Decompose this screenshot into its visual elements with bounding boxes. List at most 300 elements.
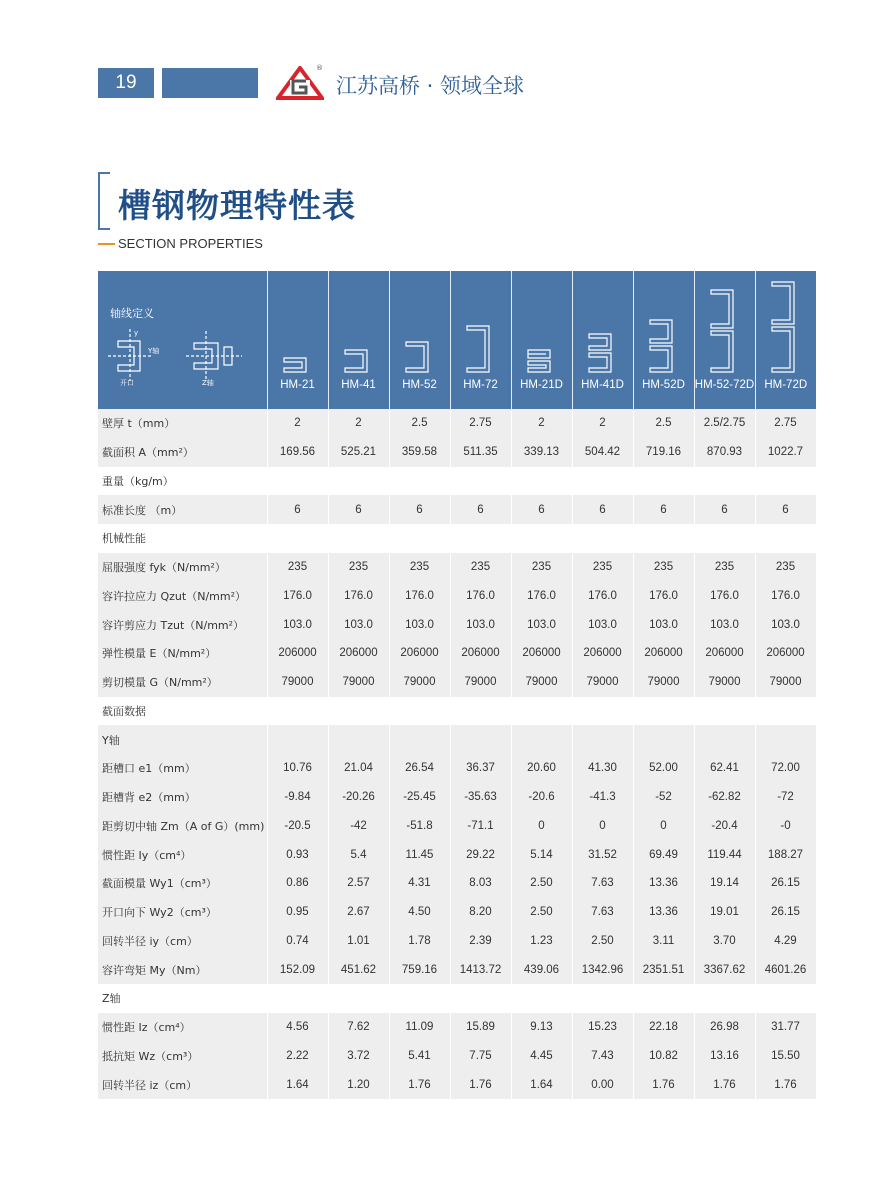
table-cell: 152.09: [267, 955, 328, 984]
row-label: 距槽背 e2（mm）: [98, 783, 267, 812]
table-cell: -25.45: [389, 783, 450, 812]
table-cell: 69.49: [633, 840, 694, 869]
table-cell: 2.57: [328, 869, 389, 898]
table-row: [98, 495, 816, 524]
table-cell: [572, 467, 633, 496]
row-label: Y轴: [98, 725, 267, 754]
channel-profile-icon: [278, 355, 318, 375]
table-cell: [389, 467, 450, 496]
table-cell: 19.14: [694, 869, 755, 898]
table-row: [98, 697, 816, 726]
table-cell: 13.36: [633, 869, 694, 898]
table-cell: [328, 984, 389, 1013]
table-cell: 206000: [694, 639, 755, 668]
table-row: [98, 524, 816, 553]
table-cell: [572, 524, 633, 553]
table-cell: 206000: [389, 639, 450, 668]
table-cell: 6: [694, 495, 755, 524]
table-cell: 3.70: [694, 927, 755, 956]
table-cell: 1.20: [328, 1070, 389, 1099]
table-row: [98, 668, 816, 697]
table-row: [98, 754, 816, 783]
page-subtitle: SECTION PROPERTIES: [118, 236, 263, 251]
table-cell: 79000: [755, 668, 816, 697]
row-label: 容许拉应力 Qzut（N/mm²）: [98, 582, 267, 611]
table-cell: 188.27: [755, 840, 816, 869]
model-header-8: [755, 271, 816, 409]
table-cell: 7.75: [450, 1042, 511, 1071]
table-cell: 13.36: [633, 898, 694, 927]
table-cell: 29.22: [450, 840, 511, 869]
table-cell: [328, 725, 389, 754]
row-label: 距剪切中轴 Zm（A of G）(mm): [98, 812, 267, 841]
table-row: [98, 438, 816, 467]
table-cell: 1.64: [511, 1070, 572, 1099]
table-cell: 1.76: [755, 1070, 816, 1099]
table-cell: [389, 984, 450, 1013]
table-cell: 79000: [633, 668, 694, 697]
table-cell: 31.77: [755, 1013, 816, 1042]
table-cell: 10.76: [267, 754, 328, 783]
table-cell: 339.13: [511, 438, 572, 467]
model-header-6: [633, 271, 694, 409]
table-cell: 7.43: [572, 1042, 633, 1071]
table-cell: 2351.51: [633, 955, 694, 984]
table-cell: 1.76: [450, 1070, 511, 1099]
table-cell: 2.39: [450, 927, 511, 956]
model-name: HM-72: [463, 379, 498, 391]
table-cell: 504.42: [572, 438, 633, 467]
table-cell: 103.0: [572, 610, 633, 639]
table-cell: [694, 697, 755, 726]
table-cell: -20.5: [267, 812, 328, 841]
row-label: 容许弯矩 My（Nm）: [98, 955, 267, 984]
table-cell: [572, 984, 633, 1013]
table-cell: [328, 697, 389, 726]
table-cell: 79000: [389, 668, 450, 697]
table-cell: 359.58: [389, 438, 450, 467]
table-cell: [450, 467, 511, 496]
table-cell: 235: [633, 553, 694, 582]
table-cell: 103.0: [633, 610, 694, 639]
model-header-0: [267, 271, 328, 409]
table-cell: 2.5/2.75: [694, 409, 755, 438]
table-row: [98, 869, 816, 898]
table-cell: 6: [389, 495, 450, 524]
model-header-5: [572, 271, 633, 409]
model-header-2: [389, 271, 450, 409]
svg-text:开口: 开口: [120, 379, 134, 387]
table-cell: 4601.26: [755, 955, 816, 984]
table-cell: 15.89: [450, 1013, 511, 1042]
model-name: HM-52: [402, 379, 437, 391]
model-header-3: [450, 271, 511, 409]
table-cell: -9.84: [267, 783, 328, 812]
table-cell: [389, 725, 450, 754]
table-cell: 2.50: [572, 927, 633, 956]
table-row: [98, 812, 816, 841]
table-cell: 206000: [267, 639, 328, 668]
table-cell: 176.0: [572, 582, 633, 611]
table-cell: [633, 524, 694, 553]
table-cell: 439.06: [511, 955, 572, 984]
table-cell: 1.76: [633, 1070, 694, 1099]
model-name: HM-21: [280, 379, 315, 391]
table-cell: -51.8: [389, 812, 450, 841]
row-label: 回转半径 iy（cm）: [98, 927, 267, 956]
table-cell: 235: [450, 553, 511, 582]
table-cell: 8.03: [450, 869, 511, 898]
table-cell: 72.00: [755, 754, 816, 783]
table-cell: 6: [755, 495, 816, 524]
table-cell: 176.0: [694, 582, 755, 611]
table-row: [98, 409, 816, 438]
table-cell: [450, 984, 511, 1013]
table-cell: 176.0: [755, 582, 816, 611]
table-cell: 3367.62: [694, 955, 755, 984]
table-cell: 62.41: [694, 754, 755, 783]
table-cell: 11.45: [389, 840, 450, 869]
table-cell: 7.63: [572, 869, 633, 898]
table-cell: 103.0: [694, 610, 755, 639]
table-cell: 2.22: [267, 1042, 328, 1071]
table-cell: 103.0: [389, 610, 450, 639]
channel-profile-icon: [461, 323, 501, 375]
model-name: HM-41: [341, 379, 376, 391]
table-row: [98, 927, 816, 956]
table-cell: 2.5: [633, 409, 694, 438]
table-cell: 206000: [511, 639, 572, 668]
table-cell: [511, 524, 572, 553]
table-cell: [389, 697, 450, 726]
row-label: 容许剪应力 Tzut（N/mm²）: [98, 610, 267, 639]
table-cell: [755, 725, 816, 754]
table-cell: 103.0: [328, 610, 389, 639]
table-row: [98, 553, 816, 582]
table-cell: [267, 467, 328, 496]
table-cell: 9.13: [511, 1013, 572, 1042]
registered-mark: ®: [316, 64, 323, 72]
model-name: HM-52-72D: [694, 379, 755, 391]
svg-text:Y轴: Y轴: [148, 347, 160, 355]
table-cell: 103.0: [450, 610, 511, 639]
table-cell: 6: [267, 495, 328, 524]
table-cell: [572, 697, 633, 726]
table-cell: 2.75: [755, 409, 816, 438]
table-cell: 176.0: [633, 582, 694, 611]
table-cell: 31.52: [572, 840, 633, 869]
table-cell: [511, 467, 572, 496]
table-cell: 3.72: [328, 1042, 389, 1071]
table-cell: 235: [572, 553, 633, 582]
table-cell: [694, 984, 755, 1013]
table-cell: 176.0: [511, 582, 572, 611]
page-title: 槽钢物理特性表: [118, 186, 356, 225]
table-cell: 103.0: [511, 610, 572, 639]
table-cell: 4.50: [389, 898, 450, 927]
row-label: 机械性能: [98, 524, 267, 553]
row-label: 回转半径 iz（cm）: [98, 1070, 267, 1099]
table-cell: [694, 524, 755, 553]
table-cell: [694, 467, 755, 496]
table-cell: -62.82: [694, 783, 755, 812]
row-label: 剪切模量 G（N/mm²）: [98, 668, 267, 697]
table-cell: 79000: [511, 668, 572, 697]
table-cell: 2.75: [450, 409, 511, 438]
table-cell: 1.76: [389, 1070, 450, 1099]
table-cell: 103.0: [755, 610, 816, 639]
row-label: 截面模量 Wy1（cm³）: [98, 869, 267, 898]
table-cell: [694, 725, 755, 754]
table-cell: -20.6: [511, 783, 572, 812]
table-cell: 176.0: [450, 582, 511, 611]
table-cell: 2.67: [328, 898, 389, 927]
row-label: 截面积 A（mm²）: [98, 438, 267, 467]
table-cell: 2: [572, 409, 633, 438]
table-cell: [389, 524, 450, 553]
table-cell: 525.21: [328, 438, 389, 467]
table-cell: 1413.72: [450, 955, 511, 984]
table-cell: 2: [511, 409, 572, 438]
table-cell: 4.45: [511, 1042, 572, 1071]
table-cell: 5.41: [389, 1042, 450, 1071]
table-cell: 4.29: [755, 927, 816, 956]
table-row: [98, 1070, 816, 1099]
table-cell: 52.00: [633, 754, 694, 783]
table-cell: 235: [389, 553, 450, 582]
table-cell: 15.23: [572, 1013, 633, 1042]
table-cell: [450, 725, 511, 754]
table-cell: [267, 697, 328, 726]
table-cell: 6: [450, 495, 511, 524]
channel-profile-icon: [522, 347, 562, 375]
table-row: [98, 467, 816, 496]
table-cell: 176.0: [389, 582, 450, 611]
table-cell: 235: [328, 553, 389, 582]
svg-text:y: y: [134, 329, 139, 337]
table-cell: 79000: [267, 668, 328, 697]
channel-profile-icon: [339, 347, 379, 375]
table-row: [98, 840, 816, 869]
table-cell: 511.35: [450, 438, 511, 467]
model-name: HM-52D: [642, 379, 685, 391]
model-name: HM-41D: [581, 379, 624, 391]
table-cell: 6: [511, 495, 572, 524]
table-cell: [633, 984, 694, 1013]
channel-profile-icon: [705, 287, 745, 375]
table-row: [98, 610, 816, 639]
table-cell: [633, 725, 694, 754]
table-cell: -20.26: [328, 783, 389, 812]
table-cell: [267, 984, 328, 1013]
table-cell: 8.20: [450, 898, 511, 927]
table-cell: 2: [328, 409, 389, 438]
table-cell: 79000: [572, 668, 633, 697]
table-cell: 36.37: [450, 754, 511, 783]
channel-profile-icon: [583, 331, 623, 375]
row-label: 抵抗矩 Wz（cm³）: [98, 1042, 267, 1071]
row-label: 惯性距 Iz（cm⁴）: [98, 1013, 267, 1042]
table-cell: 759.16: [389, 955, 450, 984]
table-cell: 79000: [328, 668, 389, 697]
table-row: [98, 898, 816, 927]
table-cell: 235: [511, 553, 572, 582]
table-cell: 6: [633, 495, 694, 524]
channel-profile-icon: [766, 279, 806, 375]
table-cell: 7.63: [572, 898, 633, 927]
table-cell: 206000: [572, 639, 633, 668]
table-cell: 206000: [450, 639, 511, 668]
table-cell: -41.3: [572, 783, 633, 812]
model-name: HM-21D: [520, 379, 563, 391]
table-cell: 206000: [755, 639, 816, 668]
table-cell: [755, 467, 816, 496]
table-cell: 1.78: [389, 927, 450, 956]
table-cell: 1342.96: [572, 955, 633, 984]
table-cell: 6: [572, 495, 633, 524]
row-label: 重量（kg/m）: [98, 467, 267, 496]
table-cell: 20.60: [511, 754, 572, 783]
channel-profile-icon: [644, 317, 684, 375]
row-label: 标准长度 （m）: [98, 495, 267, 524]
section-properties-table: [98, 271, 817, 1099]
table-cell: 0: [511, 812, 572, 841]
row-label: 惯性距 Iy（cm⁴）: [98, 840, 267, 869]
table-cell: 0.74: [267, 927, 328, 956]
table-cell: 0.93: [267, 840, 328, 869]
table-row: [98, 639, 816, 668]
table-cell: 103.0: [267, 610, 328, 639]
table-cell: 169.56: [267, 438, 328, 467]
table-cell: 176.0: [267, 582, 328, 611]
table-cell: 41.30: [572, 754, 633, 783]
table-cell: 21.04: [328, 754, 389, 783]
axis-definition-cell: [98, 271, 267, 409]
table-cell: [633, 697, 694, 726]
table-cell: 15.50: [755, 1042, 816, 1071]
table-cell: 26.98: [694, 1013, 755, 1042]
channel-profile-icon: [400, 339, 440, 375]
page-number: 19: [98, 68, 154, 98]
table-cell: 206000: [328, 639, 389, 668]
table-cell: -71.1: [450, 812, 511, 841]
table-cell: 22.18: [633, 1013, 694, 1042]
table-cell: 235: [755, 553, 816, 582]
table-cell: 0.00: [572, 1070, 633, 1099]
row-label: 距槽口 e1（mm）: [98, 754, 267, 783]
table-cell: [267, 524, 328, 553]
table-cell: 1.01: [328, 927, 389, 956]
table-cell: -20.4: [694, 812, 755, 841]
table-cell: [633, 467, 694, 496]
table-cell: 206000: [633, 639, 694, 668]
subtitle-accent-line: [98, 243, 115, 245]
table-cell: 1.76: [694, 1070, 755, 1099]
table-cell: [328, 524, 389, 553]
table-cell: 7.62: [328, 1013, 389, 1042]
table-cell: 1022.7: [755, 438, 816, 467]
table-cell: 19.01: [694, 898, 755, 927]
table-cell: 26.54: [389, 754, 450, 783]
axis-definition-label: 轴线定义: [110, 307, 154, 320]
table-cell: 79000: [694, 668, 755, 697]
table-cell: 0: [572, 812, 633, 841]
table-cell: 0.86: [267, 869, 328, 898]
header-accent-bar: [162, 68, 258, 98]
table-cell: [511, 725, 572, 754]
table-cell: 3.11: [633, 927, 694, 956]
table-cell: 870.93: [694, 438, 755, 467]
table-cell: 0.95: [267, 898, 328, 927]
table-cell: 2: [267, 409, 328, 438]
table-cell: 235: [694, 553, 755, 582]
table-row: [98, 582, 816, 611]
model-header-4: [511, 271, 572, 409]
table-cell: 13.16: [694, 1042, 755, 1071]
axis-definition-diagram-icon: [106, 323, 256, 387]
table-cell: -52: [633, 783, 694, 812]
table-cell: 79000: [450, 668, 511, 697]
svg-text:Z轴: Z轴: [202, 379, 214, 387]
table-row: [98, 955, 816, 984]
table-cell: 1.64: [267, 1070, 328, 1099]
table-cell: [450, 697, 511, 726]
table-cell: 26.15: [755, 869, 816, 898]
table-header-row: [98, 271, 816, 409]
table-cell: 719.16: [633, 438, 694, 467]
table-row: [98, 783, 816, 812]
table-cell: [450, 524, 511, 553]
table-cell: -0: [755, 812, 816, 841]
table-cell: 10.82: [633, 1042, 694, 1071]
table-cell: 1.23: [511, 927, 572, 956]
table-cell: [755, 984, 816, 1013]
table-cell: 2.50: [511, 898, 572, 927]
table-row: [98, 984, 816, 1013]
row-label: 弹性模量 E（N/mm²）: [98, 639, 267, 668]
table-row: [98, 725, 816, 754]
table-cell: 2.50: [511, 869, 572, 898]
table-cell: 2.5: [389, 409, 450, 438]
row-label: 截面数据: [98, 697, 267, 726]
table-cell: 6: [328, 495, 389, 524]
model-header-7: [694, 271, 755, 409]
table-cell: 4.56: [267, 1013, 328, 1042]
table-cell: 11.09: [389, 1013, 450, 1042]
table-cell: [511, 697, 572, 726]
table-cell: -42: [328, 812, 389, 841]
table-cell: [267, 725, 328, 754]
company-slogan: 江苏高桥 · 领域全球: [336, 74, 525, 98]
table-cell: -72: [755, 783, 816, 812]
table-cell: 235: [267, 553, 328, 582]
table-cell: [572, 725, 633, 754]
table-cell: 119.44: [694, 840, 755, 869]
table-cell: 0: [633, 812, 694, 841]
table-cell: 451.62: [328, 955, 389, 984]
table-cell: [755, 524, 816, 553]
table-cell: [328, 467, 389, 496]
table-cell: 4.31: [389, 869, 450, 898]
table-cell: 5.4: [328, 840, 389, 869]
model-header-1: [328, 271, 389, 409]
row-label: 屈服强度 fyk（N/mm²）: [98, 553, 267, 582]
table-cell: 26.15: [755, 898, 816, 927]
table-cell: [755, 697, 816, 726]
row-label: 壁厚 t（mm）: [98, 409, 267, 438]
table-row: [98, 1042, 816, 1071]
table-cell: 176.0: [328, 582, 389, 611]
